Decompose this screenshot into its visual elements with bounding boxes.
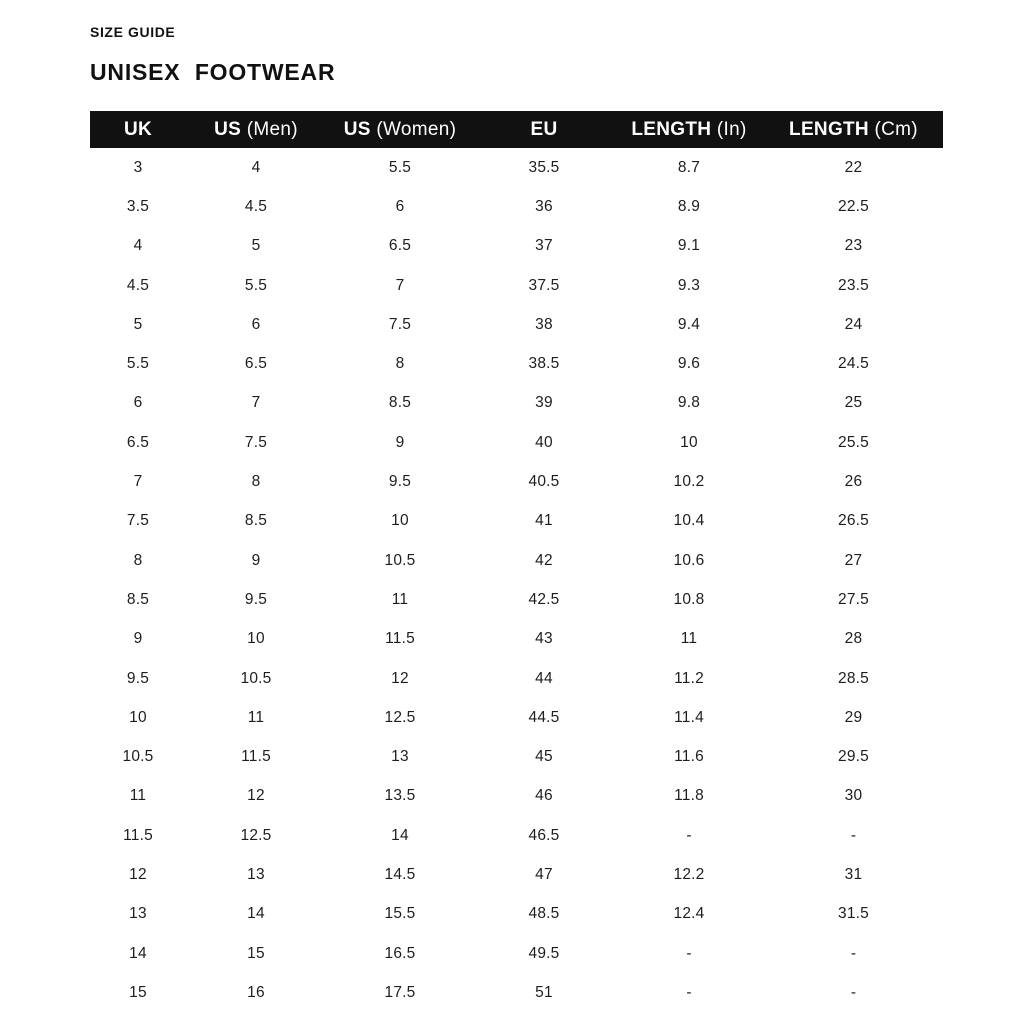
size-cell: 25.5	[838, 433, 869, 451]
size-cell: 22	[844, 158, 863, 176]
size-cell: 7	[133, 473, 143, 491]
size-cell: 15	[129, 983, 147, 1001]
size-cell: 12	[391, 669, 409, 687]
table-row	[90, 934, 943, 973]
size-cell: 44	[535, 669, 553, 687]
table-row	[90, 698, 943, 737]
size-cell: 30	[844, 787, 863, 805]
size-cell: 13	[129, 905, 147, 923]
size-cell: 16.5	[384, 944, 416, 962]
size-cell: 29.5	[838, 748, 869, 766]
size-cell: 11	[247, 708, 265, 726]
size-cell: 5	[251, 237, 261, 255]
size-cell: 10.2	[673, 473, 705, 491]
size-cell: 14	[129, 944, 147, 962]
size-cell: 10	[391, 512, 409, 530]
size-cell: 8	[251, 473, 261, 491]
size-cell: 27.5	[838, 590, 869, 608]
table-row	[90, 541, 943, 580]
table-row	[90, 855, 943, 894]
size-table	[90, 111, 943, 1013]
size-cell: 6	[395, 197, 405, 215]
size-cell: 9	[395, 433, 405, 451]
size-cell: 9.6	[677, 355, 701, 373]
col-header-bold: US	[214, 118, 242, 140]
size-cell: 9	[251, 551, 261, 569]
table-row	[90, 384, 943, 423]
size-cell: 51	[535, 983, 553, 1001]
size-cell: 4	[251, 158, 261, 176]
table-row	[90, 620, 943, 659]
size-cell: 31.5	[838, 905, 869, 923]
size-cell: 9.1	[677, 237, 701, 255]
col-header-uk	[90, 111, 186, 148]
table-row	[90, 344, 943, 383]
size-cell: 24.5	[838, 355, 869, 373]
page-title: UNISEX FOOTWEAR	[90, 59, 336, 85]
size-cell: -	[686, 826, 692, 844]
size-cell: 45	[535, 748, 553, 766]
size-cell: 39	[535, 394, 553, 412]
size-cell: 3	[133, 158, 143, 176]
size-cell: 44.5	[528, 708, 560, 726]
size-cell: 42.5	[528, 590, 560, 608]
col-header-normal: (Cm)	[868, 118, 918, 140]
size-cell: -	[850, 944, 857, 962]
size-cell: 10.5	[384, 551, 416, 569]
size-cell: -	[686, 983, 692, 1001]
size-cell: 38.5	[528, 355, 560, 373]
table-row	[90, 737, 943, 776]
size-cell: 12	[247, 787, 265, 805]
size-cell: 9.4	[677, 315, 701, 333]
size-cell: 4	[133, 237, 143, 255]
size-cell: 10.4	[673, 512, 705, 530]
table-row	[90, 580, 943, 619]
size-cell: 11.6	[674, 748, 704, 766]
size-cell: 8.5	[244, 512, 268, 530]
size-cell: 24	[844, 315, 863, 333]
size-cell: 11.5	[385, 630, 415, 648]
size-guide-label: SIZE GUIDE	[90, 24, 176, 40]
table-row	[90, 462, 943, 501]
size-cell: 11.2	[674, 669, 704, 687]
size-cell: 11	[680, 630, 698, 648]
size-cell: 49.5	[528, 944, 560, 962]
size-cell: 13	[391, 748, 409, 766]
col-header-bold: LENGTH	[631, 118, 712, 140]
size-cell: 5.5	[388, 158, 412, 176]
size-cell: 6.5	[388, 237, 412, 255]
size-cell: 29	[844, 708, 863, 726]
size-cell: 9.5	[388, 473, 412, 491]
col-header-bold: LENGTH	[789, 118, 869, 140]
size-cell: 8	[133, 551, 143, 569]
table-row	[90, 227, 943, 266]
size-cell: 26	[844, 473, 863, 491]
size-cell: 22.5	[838, 197, 869, 215]
size-cell: 15.5	[384, 905, 416, 923]
size-cell: 38	[535, 315, 553, 333]
size-cell: 16	[247, 983, 265, 1001]
size-cell: 40	[535, 433, 553, 451]
size-cell: 8.7	[677, 158, 701, 176]
size-cell: 40.5	[528, 473, 560, 491]
table-row	[90, 266, 943, 305]
size-cell: 6	[133, 394, 143, 412]
size-cell: 12.5	[240, 826, 272, 844]
size-cell: 8.5	[126, 590, 150, 608]
size-cell: 11	[129, 787, 147, 805]
col-header-bold: US	[343, 118, 371, 140]
header-row	[90, 111, 943, 148]
size-cell: 10.6	[673, 551, 705, 569]
table-row	[90, 187, 943, 226]
col-header-bold: EU	[530, 118, 558, 140]
size-cell: 11.5	[123, 826, 153, 844]
size-cell: 10	[247, 630, 265, 648]
size-cell: 6	[251, 315, 261, 333]
size-cell: 10	[680, 433, 698, 451]
col-header-eu	[474, 111, 614, 148]
table-row	[90, 148, 943, 187]
table-row	[90, 659, 943, 698]
size-cell: 14.5	[384, 865, 416, 883]
table-row	[90, 895, 943, 934]
size-cell: 14	[391, 826, 409, 844]
size-cell: 6.5	[126, 433, 150, 451]
col-header-length-in	[614, 111, 764, 148]
size-cell: 13.5	[384, 787, 416, 805]
size-cell: 7	[395, 276, 405, 294]
size-cell: 8.9	[677, 197, 701, 215]
size-cell: 3.5	[126, 197, 150, 215]
size-cell: 46	[535, 787, 553, 805]
size-cell: 9.3	[677, 276, 701, 294]
size-cell: 5.5	[126, 355, 150, 373]
size-cell: 7.5	[126, 512, 150, 530]
size-cell: -	[686, 944, 692, 962]
size-cell: 9.5	[126, 669, 150, 687]
size-cell: 7.5	[244, 433, 268, 451]
size-cell: 6.5	[244, 355, 268, 373]
size-cell: 37.5	[528, 276, 560, 294]
size-cell: 47	[535, 865, 553, 883]
size-cell: 13	[247, 865, 265, 883]
size-cell: 8	[395, 355, 405, 373]
size-cell: 11.8	[674, 787, 704, 805]
size-cell: -	[850, 983, 857, 1001]
table-row	[90, 305, 943, 344]
col-header-us-women	[326, 111, 474, 148]
size-cell: 17.5	[384, 983, 416, 1001]
size-cell: 8.5	[388, 394, 412, 412]
size-cell: 12	[129, 865, 147, 883]
size-cell: 15	[247, 944, 265, 962]
size-cell: 36	[535, 197, 553, 215]
size-cell: 12.2	[673, 865, 705, 883]
size-cell: 9.8	[677, 394, 701, 412]
size-cell: 9.5	[244, 590, 268, 608]
size-cell: 25	[844, 394, 863, 412]
size-cell: 23	[844, 237, 863, 255]
size-table-header	[90, 111, 943, 148]
size-cell: 46.5	[528, 826, 560, 844]
col-header-us-men	[186, 111, 326, 148]
col-header-normal: (In)	[711, 118, 747, 140]
size-cell: -	[850, 826, 857, 844]
size-cell: 9	[133, 630, 143, 648]
size-cell: 11.5	[241, 748, 271, 766]
col-header-bold: UK	[123, 118, 153, 140]
size-cell: 5	[133, 315, 143, 333]
size-cell: 31	[844, 865, 863, 883]
size-cell: 27	[844, 551, 863, 569]
size-cell: 7	[251, 394, 261, 412]
size-cell: 11	[391, 590, 409, 608]
size-cell: 43	[535, 630, 553, 648]
size-cell: 10	[129, 708, 147, 726]
table-row	[90, 777, 943, 816]
size-cell: 7.5	[388, 315, 412, 333]
table-row	[90, 816, 943, 855]
table-row	[90, 973, 943, 1012]
size-cell: 10.8	[673, 590, 705, 608]
col-header-normal: (Women)	[370, 118, 457, 140]
size-cell: 12.5	[384, 708, 416, 726]
size-cell: 10.5	[122, 748, 154, 766]
table-row	[90, 423, 943, 462]
size-cell: 42	[535, 551, 553, 569]
size-cell: 35.5	[528, 158, 560, 176]
size-cell: 28.5	[838, 669, 869, 687]
size-cell: 11.4	[674, 708, 704, 726]
size-table-body	[90, 148, 943, 1013]
size-cell: 37	[535, 237, 553, 255]
size-cell: 48.5	[528, 905, 560, 923]
col-header-normal: (Men)	[241, 118, 298, 140]
size-cell: 5.5	[244, 276, 268, 294]
size-cell: 14	[247, 905, 265, 923]
size-cell: 10.5	[240, 669, 272, 687]
table-row	[90, 502, 943, 541]
size-cell: 23.5	[838, 276, 869, 294]
size-cell: 41	[535, 512, 553, 530]
size-cell: 4.5	[244, 197, 268, 215]
col-header-length-cm	[764, 111, 943, 148]
size-cell: 4.5	[126, 276, 150, 294]
size-cell: 26.5	[838, 512, 869, 530]
size-cell: 28	[844, 630, 863, 648]
size-cell: 12.4	[673, 905, 705, 923]
